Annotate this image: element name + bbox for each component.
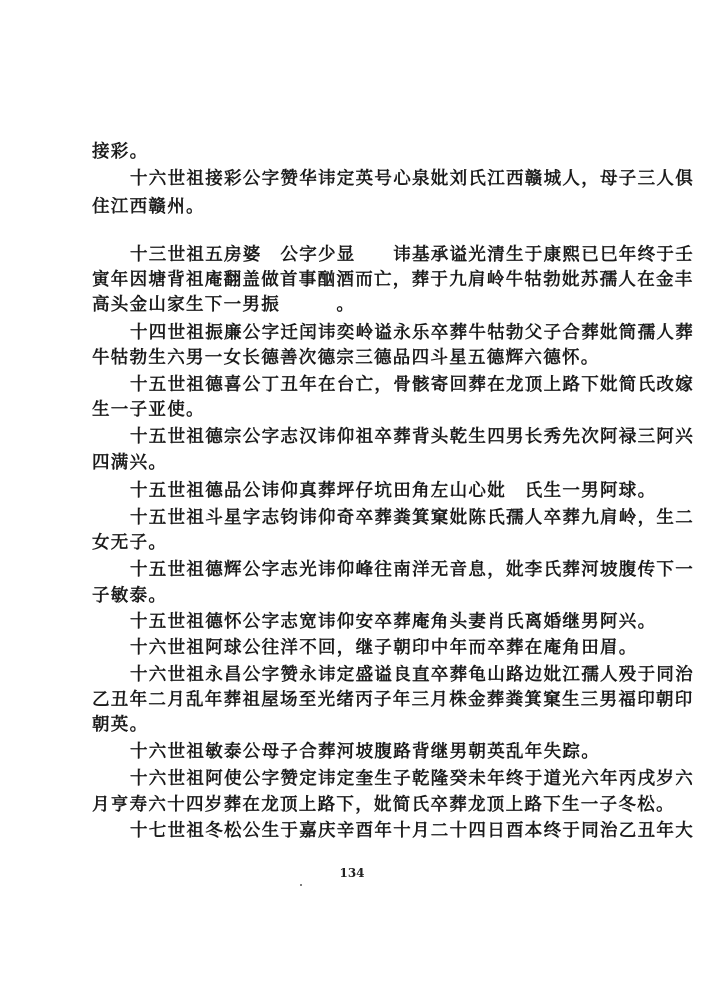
text-line: 十七世祖冬松公生于嘉庆辛酉年十月二十四日酉本终于同治乙丑年大 bbox=[130, 821, 694, 841]
text-line: 女无子。 bbox=[92, 533, 168, 553]
text-line: 乙丑年二月乱年葬祖屋场至光绪丙子年三月株金葬粪箕窠生三男福印朝印 bbox=[92, 690, 694, 710]
text-line: 十三世祖五房婆 公字少显 讳基承谥光清生于康熙已巳年终于壬 bbox=[130, 245, 694, 265]
text-line: 牛牯勃生六男一女长德善次德宗三德品四斗星五德辉六德怀。 bbox=[92, 348, 600, 368]
text-line: 十六世祖敏泰公母子合葬河坡腹路背继男朝英乱年失踪。 bbox=[130, 742, 600, 762]
text-line: 朝英。 bbox=[92, 715, 149, 735]
text-line: 四满兴。 bbox=[92, 453, 168, 473]
text-line: 月亨寿六十四岁葬在龙顶上路下，妣简氏卒葬龙顶上路下生一子冬松。 bbox=[92, 795, 675, 815]
text-line: 十六世祖阿使公字赞定讳定奎生子乾隆癸未年终于道光六年丙戌岁六 bbox=[130, 769, 694, 789]
text-line: 十五世祖德喜公丁丑年在台亡，骨骸寄回葬在龙顶上路下妣简氏改嫁 bbox=[130, 375, 694, 395]
text-line: 十六世祖阿球公往洋不回，继子朝印中年而卒葬在庵角田眉。 bbox=[130, 638, 638, 658]
text-line: 十五世祖德辉公字志光讳仰峰往南洋无音息，妣李氏葬河坡腹传下一 bbox=[130, 560, 694, 580]
text-line: 高头金山家生下一男振 。 bbox=[92, 295, 356, 315]
text-line: 寅年因塘背祖庵翻盖做首事酗酒而亡，葬于九肩岭牛牯勃妣苏孺人在金丰 bbox=[92, 270, 694, 290]
text-line: 十四世祖振廉公字迁闰讳奕岭谥永乐卒葬牛牯勃父子合葬妣筒孺人葬 bbox=[130, 323, 694, 343]
text-line: 十六世祖接彩公字赞华讳定英号心泉妣刘氏江西赣城人，母子三人俱 bbox=[130, 169, 694, 189]
text-line: 接彩。 bbox=[92, 142, 149, 162]
page-number: 134 bbox=[339, 866, 365, 880]
scan-speck bbox=[300, 884, 302, 886]
text-line: 子敏泰。 bbox=[92, 586, 168, 606]
text-line: 十五世祖德怀公字志宽讳仰安卒葬庵角头妻肖氏离婚继男阿兴。 bbox=[130, 612, 657, 632]
text-line: 十五世祖德宗公字志汉讳仰祖卒葬背头乾生四男长秀先次阿禄三阿兴 bbox=[130, 427, 694, 447]
text-line: 十五世祖德品公讳仰真葬坪仔坑田角左山心妣 氏生一男阿球。 bbox=[130, 481, 657, 501]
text-line: 住江西赣州。 bbox=[92, 197, 205, 217]
text-line: 十六世祖永昌公字赞永讳定盛谥良直卒葬龟山路边妣江孺人殁于同治 bbox=[130, 665, 694, 685]
text-line: 十五世祖斗星字志钧讳仰奇卒葬粪箕窠妣陈氏孺人卒葬九肩岭，生二 bbox=[130, 508, 694, 528]
text-line: 生一子亚使。 bbox=[92, 400, 205, 420]
